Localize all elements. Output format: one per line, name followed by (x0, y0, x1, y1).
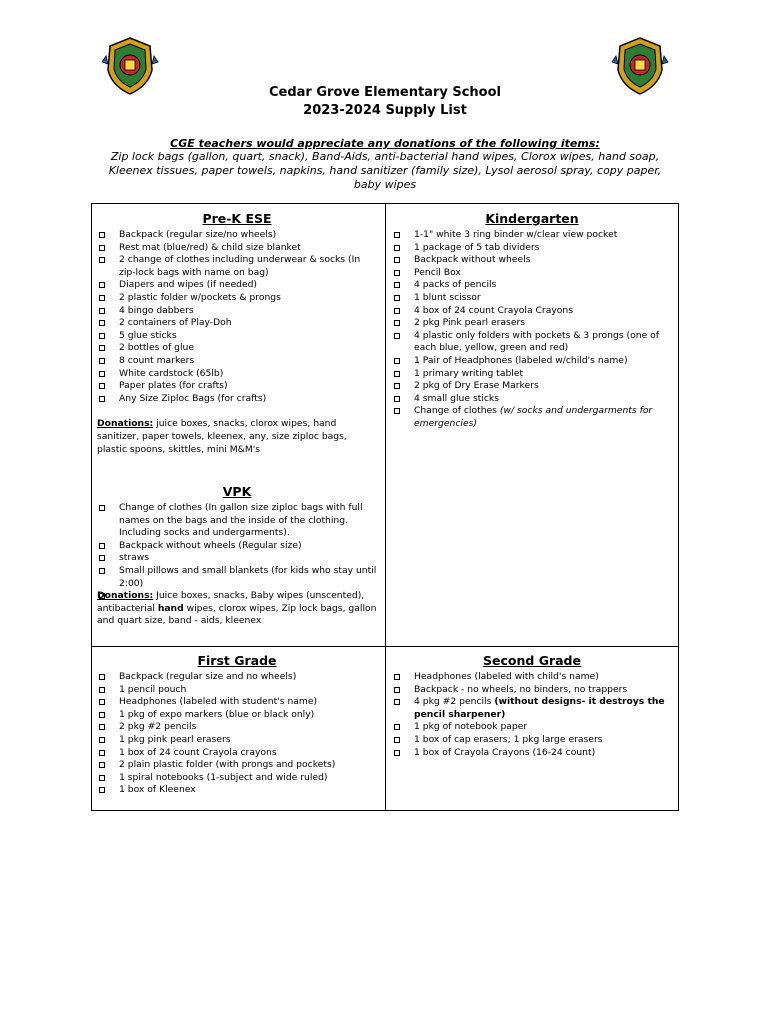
list-item-text: straws (119, 552, 150, 564)
checkbox-icon (394, 674, 400, 680)
row-divider (91, 646, 679, 647)
list-item (392, 242, 672, 255)
list-item (392, 229, 672, 242)
checkbox-icon (99, 308, 105, 314)
donation-items: Zip lock bags (gallon, quart, snack), Band-Aids, anti-bacterial hand wipes, Clorox wipes, hand soap, Kleenex tissues, paper towels, napkins, hand sanitizer (family size), Lysol aerosol spray, copy paper, baby wipes (108, 150, 662, 191)
list-item (392, 305, 672, 318)
second-grade-section (392, 653, 672, 759)
checkbox-icon (394, 270, 400, 276)
checkbox-icon (394, 383, 400, 389)
list-item (97, 342, 377, 355)
list-item-text: 1 package of 5 tab dividers (414, 241, 540, 253)
first-grade-title: First Grade (197, 653, 277, 668)
list-item (392, 393, 672, 406)
list-item-text: 2 plastic folder w/pockets & prongs (119, 291, 281, 303)
checkbox-icon (99, 687, 105, 693)
checkbox-icon (394, 308, 400, 314)
checkbox-icon (394, 358, 400, 364)
list-item (97, 721, 377, 734)
checkbox-icon (99, 674, 105, 680)
checkbox-icon (394, 257, 400, 263)
second-grade-list (392, 671, 672, 759)
checkbox-icon (394, 408, 400, 414)
list-item (97, 502, 377, 540)
list-item-text: 1 box of 24 count Crayola crayons (119, 746, 277, 758)
checkbox-icon (99, 396, 105, 402)
checkbox-icon (394, 396, 400, 402)
list-item-text: 1 box of Kleenex (119, 784, 196, 796)
list-item-text: 1 blunt scissor (414, 291, 481, 303)
list-item-text: 1 pkg of expo markers (blue or black only) (119, 708, 315, 720)
list-item-text: 4 packs of pencils (414, 279, 497, 291)
checkbox-icon (99, 543, 105, 549)
checkbox-icon (99, 775, 105, 781)
list-item (392, 292, 672, 305)
checkbox-icon (99, 358, 105, 364)
prek-donations-label: Donations: (97, 418, 154, 430)
list-item (97, 317, 377, 330)
list-item (97, 292, 377, 305)
second-grade-title: Second Grade (483, 653, 581, 668)
list-item (392, 317, 672, 330)
list-item-text: Rest mat (blue/red) & child size blanket (119, 241, 301, 253)
vpk-donations (97, 590, 377, 628)
list-item-text: Backpack - no wheels, no binders, no trappers (414, 683, 628, 695)
list-item (97, 696, 377, 709)
checkbox-icon (394, 245, 400, 251)
first-grade-section (97, 653, 377, 797)
list-item (392, 254, 672, 267)
list-item (392, 696, 672, 721)
list-item-text: 4 box of 24 count Crayola Crayons (414, 304, 573, 316)
first-grade-list (97, 671, 377, 797)
list-item (97, 671, 377, 684)
list-item-text: Headphones (labeled with child's name) (414, 671, 599, 682)
checkbox-icon (99, 724, 105, 730)
list-item (392, 330, 672, 355)
vpk-title: VPK (222, 484, 252, 499)
list-item (97, 709, 377, 722)
list-item-text: Backpack (regular size/no wheels) (119, 229, 277, 240)
list-item-text: 1 box of Crayola Crayons (16-24 count) (414, 746, 596, 758)
list-item (392, 279, 672, 292)
checkbox-icon (99, 295, 105, 301)
prek-donations (97, 418, 377, 456)
list-item-text: 1 spiral notebooks (1-subject and wide ruled) (119, 771, 328, 783)
list-item-text: Diapers and wipes (if needed) (119, 279, 258, 291)
checkbox-icon (99, 383, 105, 389)
vpk-section (97, 484, 377, 628)
checkbox-icon (394, 333, 400, 339)
kindergarten-section (392, 211, 672, 431)
list-item-text: Small pillows and small blankets (for kids who stay until 2:00) (119, 564, 377, 589)
list-item-text: 2 change of clothes including underwear & socks (In zip-lock bags with name on bag) (119, 254, 361, 278)
checkbox-icon (394, 737, 400, 743)
list-item-text: 1 primary writing tablet (414, 367, 524, 379)
prek-title: Pre-K ESE (202, 211, 272, 226)
list-item-text: Change of clothes (In gallon size ziploc bags with full names on the bags and the inside of the clothing. Including socks and undergarments). (119, 502, 363, 539)
list-item (97, 759, 377, 772)
list-item (392, 721, 672, 734)
checkbox-icon (394, 320, 400, 326)
list-item-text: White cardstock (65lb) (119, 367, 224, 379)
list-item-text: 4 bingo dabbers (119, 304, 194, 316)
prek-donations-text: juice boxes, snacks, clorox wipes, hand sanitizer, paper towels, kleenex, any, size ziploc bags, plastic spoons, skittles, mini M&M's (97, 418, 347, 455)
list-item-text: Headphones (labeled with student's name) (119, 696, 318, 708)
checkbox-icon (99, 568, 105, 574)
list-item-text: 1-1" white 3 ring binder w/clear view pocket (414, 229, 618, 240)
list-item-text: 8 count markers (119, 354, 195, 366)
donation-heading: CGE teachers would appreciate any donations of the following items: (170, 137, 600, 150)
list-item-text: Pencil Box (414, 266, 461, 278)
list-item (392, 380, 672, 393)
second-grade-pencils: 4 pkg #2 pencils (414, 696, 495, 708)
list-item (97, 330, 377, 343)
list-item (392, 671, 672, 684)
checkbox-icon (99, 257, 105, 263)
list-item (392, 734, 672, 747)
list-item (97, 380, 377, 393)
list-item (97, 734, 377, 747)
list-item-text: 4 plastic only folders with pockets & 3 prongs (one of each blue, yellow, green and red) (414, 329, 659, 354)
list-item (97, 305, 377, 318)
vpk-donations-text-2: wipes, clorox wipes, Zip lock bags, gallon and quart size, band - aids, kleenex (97, 602, 377, 627)
list-item (392, 405, 672, 430)
list-item-text: Backpack without wheels (414, 254, 531, 266)
kindergarten-last-item-b: (w/ socks and undergarments for emergencies) (414, 405, 653, 429)
list-item-text: Backpack (regular size and no wheels) (119, 671, 297, 682)
list-item (97, 784, 377, 797)
page-title (0, 84, 770, 120)
list-item (97, 393, 377, 406)
checkbox-icon (99, 712, 105, 718)
checkbox-icon (99, 593, 105, 599)
list-item-text: 1 pkg pink pearl erasers (119, 733, 231, 745)
list-title: 2023-2024 Supply List (303, 103, 467, 118)
list-item (97, 684, 377, 697)
list-item-text: Backpack without wheels (Regular size) (119, 539, 302, 551)
prek-list (97, 229, 377, 405)
checkbox-icon (99, 737, 105, 743)
second-grade-pencils-note: (without designs- it destroys the pencil sharpener) (414, 696, 665, 720)
list-item-text: Any Size Ziploc Bags (for crafts) (119, 392, 267, 404)
list-item-text: 5 glue sticks (119, 329, 177, 341)
checkbox-icon (99, 371, 105, 377)
list-item (97, 747, 377, 760)
list-item (392, 368, 672, 381)
list-item (97, 242, 377, 255)
list-item-text: 2 pkg of Dry Erase Markers (414, 380, 539, 392)
list-item (97, 229, 377, 242)
checkbox-icon (99, 505, 105, 511)
checkbox-icon (394, 295, 400, 301)
checkbox-icon (394, 232, 400, 238)
prek-section (97, 211, 377, 456)
checkbox-icon (394, 371, 400, 377)
checkbox-icon (99, 699, 105, 705)
checkbox-icon (99, 762, 105, 768)
list-item-text: 1 pkg of notebook paper (414, 721, 528, 733)
list-item-text: 1 Pair of Headphones (labeled w/child's name) (414, 354, 628, 366)
list-item (97, 552, 377, 565)
list-item-text: 2 containers of Play-Doh (119, 317, 232, 329)
list-item (97, 254, 377, 279)
checkbox-icon (99, 282, 105, 288)
list-item (97, 772, 377, 785)
checkbox-icon (99, 555, 105, 561)
list-item-text: 1 pencil pouch (119, 683, 187, 695)
checkbox-icon (99, 345, 105, 351)
list-item (97, 565, 377, 590)
list-item-text: 1 box of cap erasers; 1 pkg large erasers (414, 733, 603, 745)
checkbox-icon (99, 232, 105, 238)
kindergarten-title: Kindergarten (485, 211, 579, 226)
vpk-donations-label: Donations: (97, 590, 154, 602)
kindergarten-list (392, 229, 672, 431)
list-item-text: 2 bottles of glue (119, 342, 194, 354)
checkbox-icon (394, 687, 400, 693)
vpk-donations-text-1: Juice boxes, snacks, Baby wipes (unscented), antibacterial (97, 590, 365, 614)
checkbox-icon (394, 724, 400, 730)
list-item (392, 355, 672, 368)
list-item (97, 368, 377, 381)
list-item (392, 747, 672, 760)
checkbox-icon (99, 787, 105, 793)
checkbox-icon (99, 245, 105, 251)
checkbox-icon (99, 750, 105, 756)
list-item (392, 267, 672, 280)
list-item (392, 684, 672, 697)
list-item-text: 2 plain plastic folder (with prongs and pockets) (119, 759, 336, 771)
vpk-donations-bold: hand (157, 602, 184, 614)
list-item-text: Paper plates (for crafts) (119, 380, 228, 392)
checkbox-icon (99, 320, 105, 326)
list-item-text: 2 pkg #2 pencils (119, 721, 197, 733)
list-item-text: 2 pkg Pink pearl erasers (414, 317, 526, 329)
list-item (97, 279, 377, 292)
checkbox-icon (99, 333, 105, 339)
kindergarten-last-item-a: Change of clothes (414, 405, 500, 417)
checkbox-icon (394, 282, 400, 288)
vpk-list (97, 502, 377, 590)
list-item (97, 355, 377, 368)
list-item (97, 540, 377, 553)
checkbox-icon (394, 699, 400, 705)
list-item-text: 4 small glue sticks (414, 392, 500, 404)
checkbox-icon (394, 750, 400, 756)
school-name: Cedar Grove Elementary School (268, 85, 501, 100)
column-divider (385, 203, 386, 811)
